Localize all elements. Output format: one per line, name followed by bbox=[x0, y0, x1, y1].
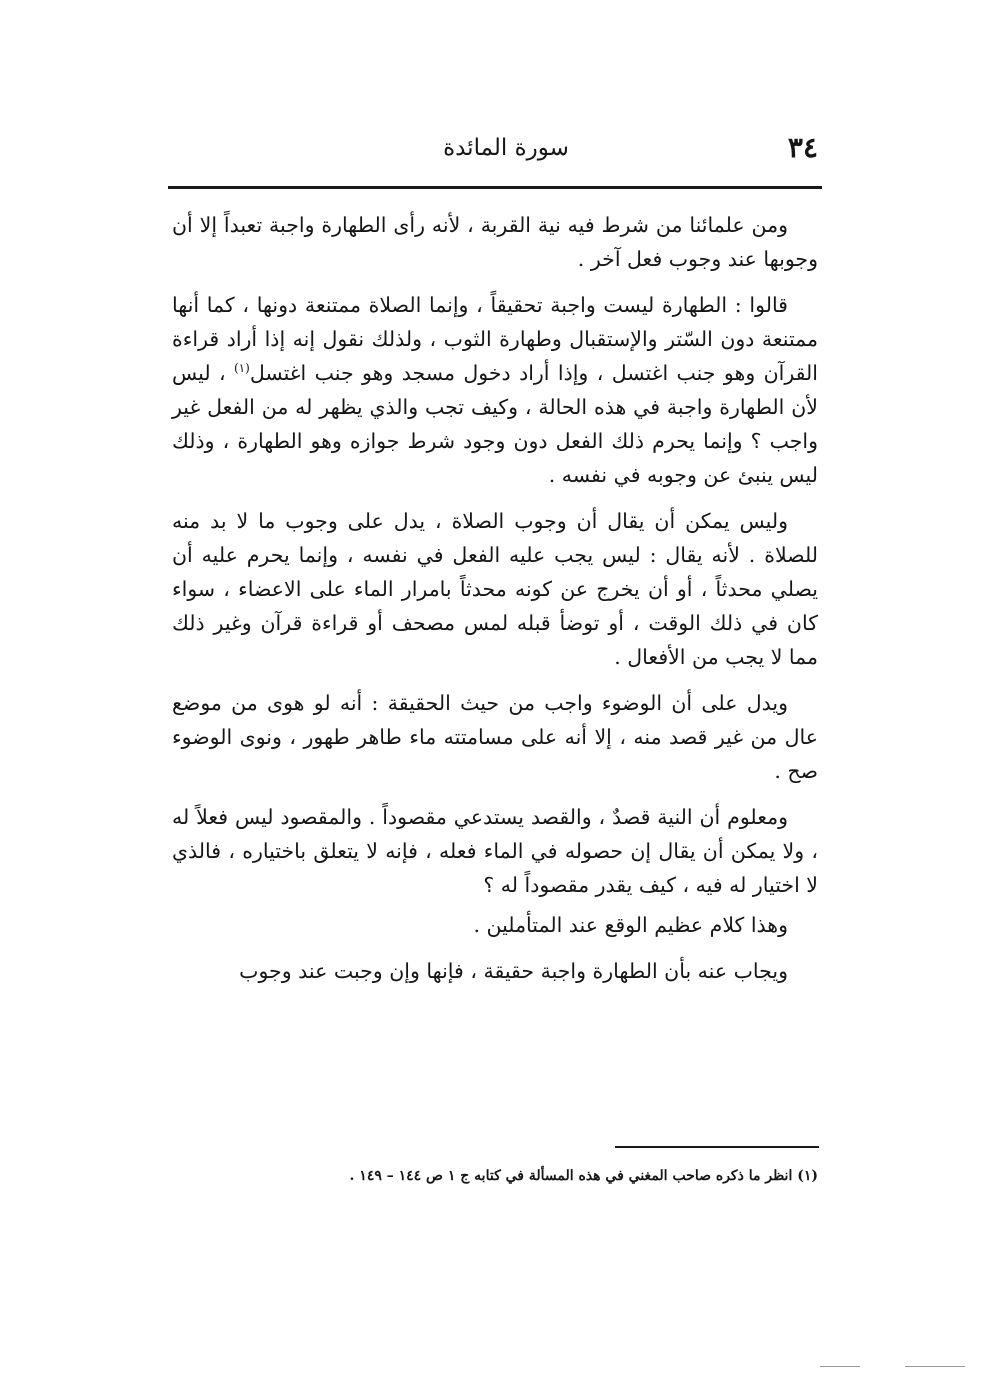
scan-mark bbox=[905, 1366, 965, 1367]
paragraph: وليس يمكن أن يقال أن وجوب الصلاة ، يدل على وجوب ما لا بد منه للصلاة . لأنه يقال : ليس يجب عليه الفعل في نفسه ، وإنما يحرم عليه أن يصلي محدثاً ، أو أن يخرج عن كونه محدثاً بامرار الماء على الاعضاء ، سواء كان في ذلك الوقت ، أو توضأ قبله لمس مصحف أو قراءة قرآن وغير ذلك مما لا يجب من الأفعال . bbox=[172, 509, 818, 669]
page-number: ٣٤ bbox=[787, 131, 818, 164]
paragraph: ويجاب عنه بأن الطهارة واجبة حقيقة ، فإنها وإن وجبت عند وجوب bbox=[239, 959, 788, 983]
page-header bbox=[170, 128, 822, 172]
surah-title: سورة المائدة bbox=[443, 135, 569, 161]
paragraph: وهذا كلام عظيم الوقع عند المتأملين . bbox=[473, 913, 788, 937]
paragraph-text: ، ليس لأن الطهارة واجبة في هذه الحالة ، وكيف تجب والذي يظهر له من الفعل غير واجب ؟ وإنما يحرم ذلك الفعل دون وجود شرط جوازه وهو الطهارة ، وذلك ليس ينبئ عن وجوبه في نفسه . bbox=[172, 361, 818, 487]
footnote-reference: (١) bbox=[233, 361, 250, 376]
paragraph: ومن علمائنا من شرط فيه نية القربة ، لأنه رأى الطهارة واجبة تعبداً إلا أن وجوبها عند وجوب فعل آخر . bbox=[172, 213, 818, 271]
body-text bbox=[172, 208, 818, 1000]
footnote: (١) انظر ما ذكره صاحب المغني في هذه المسألة في كتابه ج ١ ص ١٤٤ – ١٤٩ . bbox=[349, 1168, 818, 1184]
paragraph: ومعلوم أن النية قصدٌ ، والقصد يستدعي مقصوداً . والمقصود ليس فعلاً له ، ولا يمكن أن يقال إن حصوله في الماء فعله ، فإنه لا يتعلق باختياره ، فالذي لا اختيار له فيه ، كيف يقدر مقصوداً له ؟ bbox=[172, 805, 818, 897]
footnote-rule bbox=[615, 1146, 819, 1148]
paragraph bbox=[172, 288, 818, 492]
paragraph-text: قالوا : الطهارة ليست واجبة تحقيقاً ، وإنما الصلاة ممتنعة دونها ، كما أنها ممتنعة دون السّتر والإستقبال وطهارة الثوب ، ولذلك نقول إنه إذا أراد قراءة القرآن وهو جنب اغتسل ، وإذا أراد دخول مسجد وهو جنب اغتسل bbox=[172, 293, 818, 385]
paragraph: ويدل على أن الوضوء واجب من حيث الحقيقة : أنه لو هوى من موضع عال من غير قصد منه ، إلا أنه على مسامتته ماء طاهر طهور ، ونوى الوضوء صح . bbox=[172, 691, 818, 783]
scan-mark bbox=[820, 1366, 860, 1367]
header-rule bbox=[168, 186, 822, 189]
